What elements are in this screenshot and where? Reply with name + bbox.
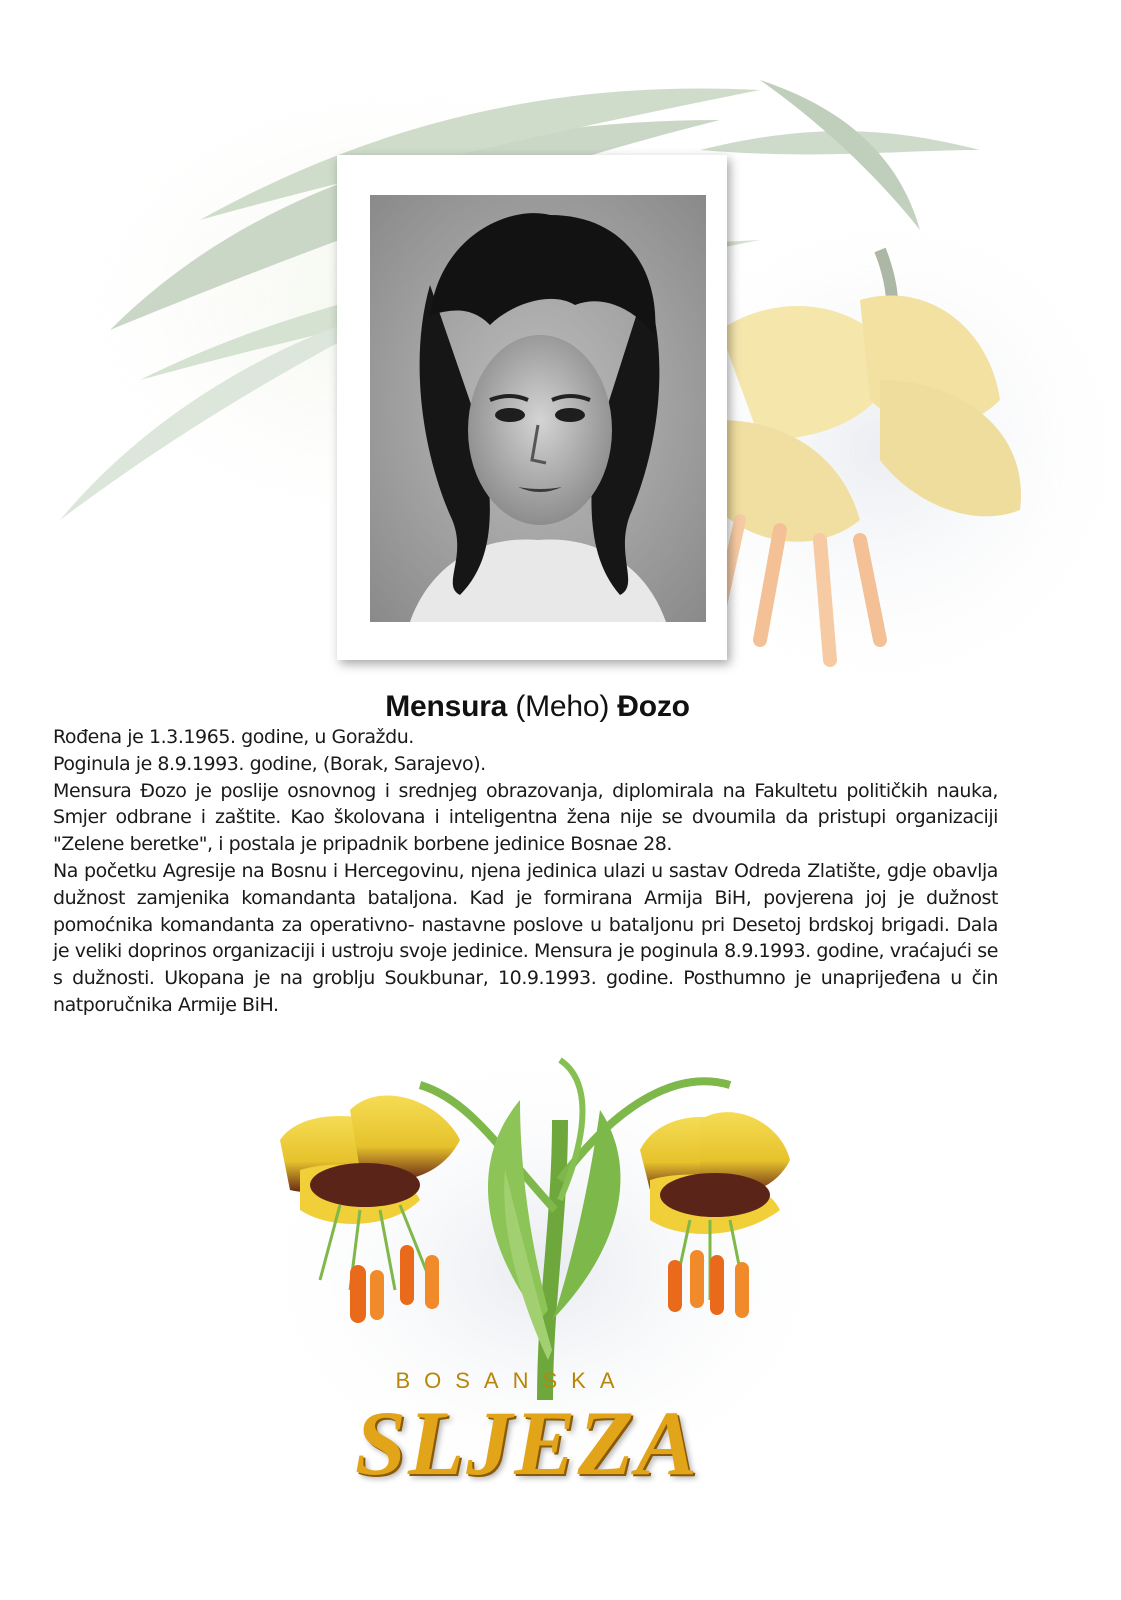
death-line: Poginula je 8.9.1993. godine, (Borak, Sarajevo). bbox=[53, 752, 486, 775]
birth-line: Rođena je 1.3.1965. godine, u Goraždu. bbox=[53, 726, 414, 748]
bio-paragraph-1: Mensura Đozo je poslije osnovnog i srednjeg obrazovanja, diplomirala na Fakultetu političkih nauka, Smjer odbrane i zaštite. Kao školovana i inteligentna žena nije se dvoumila da pristupi organizaciji "Zelene beretke", i postala je pripadnik borbene jedinice Bosnae 28. bbox=[53, 779, 998, 856]
biography bbox=[53, 724, 998, 1019]
father-name: (Meho) bbox=[515, 690, 610, 723]
last-name: Đozo bbox=[617, 690, 690, 723]
logo-big-text: SLJEZA bbox=[354, 1392, 700, 1494]
person-name-title bbox=[0, 690, 1075, 724]
portrait-frame bbox=[337, 155, 727, 660]
bio-paragraph-2: Na početku Agresije na Bosnu i Hercegovinu, njena jedinica ulazi u sastav Odreda Zlatište, gdje obavlja dužnost zamjenika komandanta bataljona. Kad je formirana Armija BiH, povjerena joj je dužnost pomoćnika komandanta za operativno- nastavne poslove u bataljonu pri Desetoj brdskoj brigadi. Dala je veliki doprinos organizaciji i ustroju svoje jedinice. Mensura je poginula 8.9.1993. godine, vraćajući se s dužnosti. Ukopana je na groblju Soukbunar, 10.9.1993. godine. Posthumno je unaprijeđena u čin natporučnika Armije BiH. bbox=[53, 859, 998, 1016]
portrait-photo bbox=[370, 195, 706, 622]
first-name: Mensura bbox=[385, 690, 508, 723]
logo-small-text: BOSANSKA bbox=[395, 1368, 629, 1393]
